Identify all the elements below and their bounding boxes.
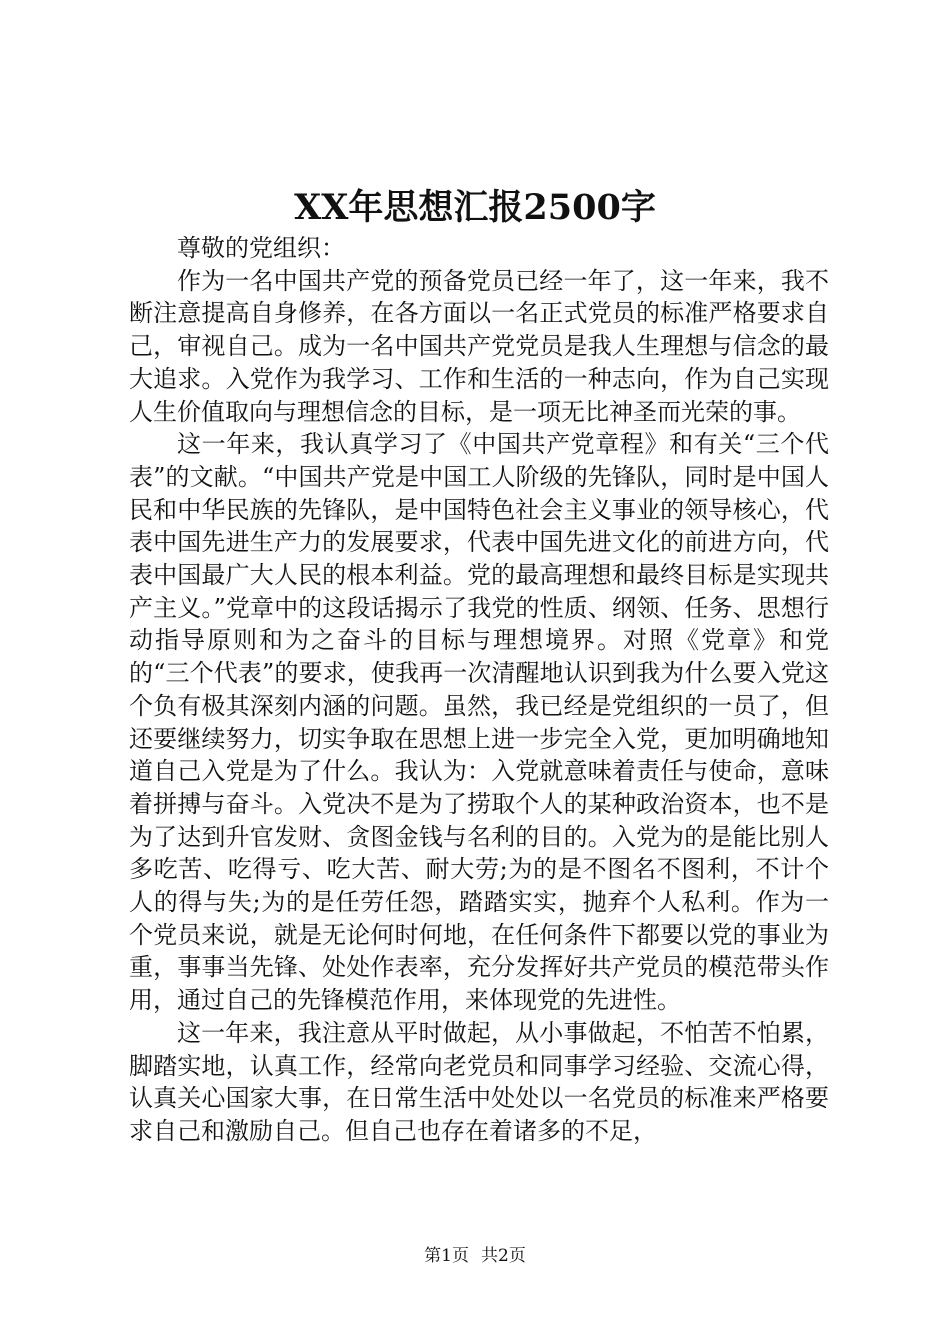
page-number-total: 共2页: [481, 1246, 526, 1266]
salutation: 尊敬的党组织：: [177, 234, 345, 262]
paragraph: 作为一名中国共产党的预备党员已经一年了，这一年来，我不断注意提高自身修养，在各方面以一名正式党员的标准严格要求自己，审视自己。成为一名中国共产党党员是我人生理想与信念的最大追求。入党作为我学习、工作和生活的一种志向，作为自己实现人生价值取向与理想信念的目标，是一项无比神圣而光荣的事。: [129, 266, 829, 426]
document-body: [129, 232, 829, 1148]
paragraph: 这一年来，我认真学习了《中国共产党章程》和有关“三个代表”的文献。“中国共产党是中国工人阶级的先锋队，同时是中国人民和中华民族的先锋队，是中国特色社会主义事业的领导核心，代表中国先进生产力的发展要求，代表中国先进文化的前进方向，代表中国最广大人民的根本利益。党的最高理想和最终目标是实现共产主义。”党章中的这段话揭示了我党的性质、纲领、任务、思想行动指导原则和为之奋斗的目标与理想境界。对照《党章》和党的“三个代表”的要求，使我再一次清醒地认识到我为什么要入党这个负有极其深刻内涵的问题。虽然，我已经是党组织的一员了，但还要继续努力，切实争取在思想上进一步完全入党，更加明确地知道自己入党是为了什么。我认为：入党就意味着责任与使命，意味着拼搏与奋斗。入党决不是为了捞取个人的某种政治资本，也不是为了达到升官发财、贪图金钱与名利的目的。入党为的是能比别人多吃苦、吃得亏、吃大苦、耐大劳;为的是不图名不图利，不计个人的得与失;为的是任劳任怨，踏踏实实，抛弃个人私利。作为一个党员来说，就是无论何时何地，在任何条件下都要以党的事业为重，事事当先锋、处处作表率，充分发挥好共产党员的模范带头作用，通过自己的先锋模范作用，来体现党的先进性。: [129, 430, 829, 1015]
page-number-current: 第1页: [424, 1246, 469, 1266]
document-title: XX年思想汇报2500字: [294, 187, 656, 228]
page-footer: [0, 1244, 950, 1268]
paragraph: 这一年来，我注意从平时做起，从小事做起，不怕苦不怕累，脚踏实地，认真工作，经常向老党员和同事学习经验、交流心得，认真关心国家大事，在日常生活中处处以一名党员的标准来严格要求自己和激励自己。但自己也存在着诸多的不足，: [129, 1018, 829, 1145]
